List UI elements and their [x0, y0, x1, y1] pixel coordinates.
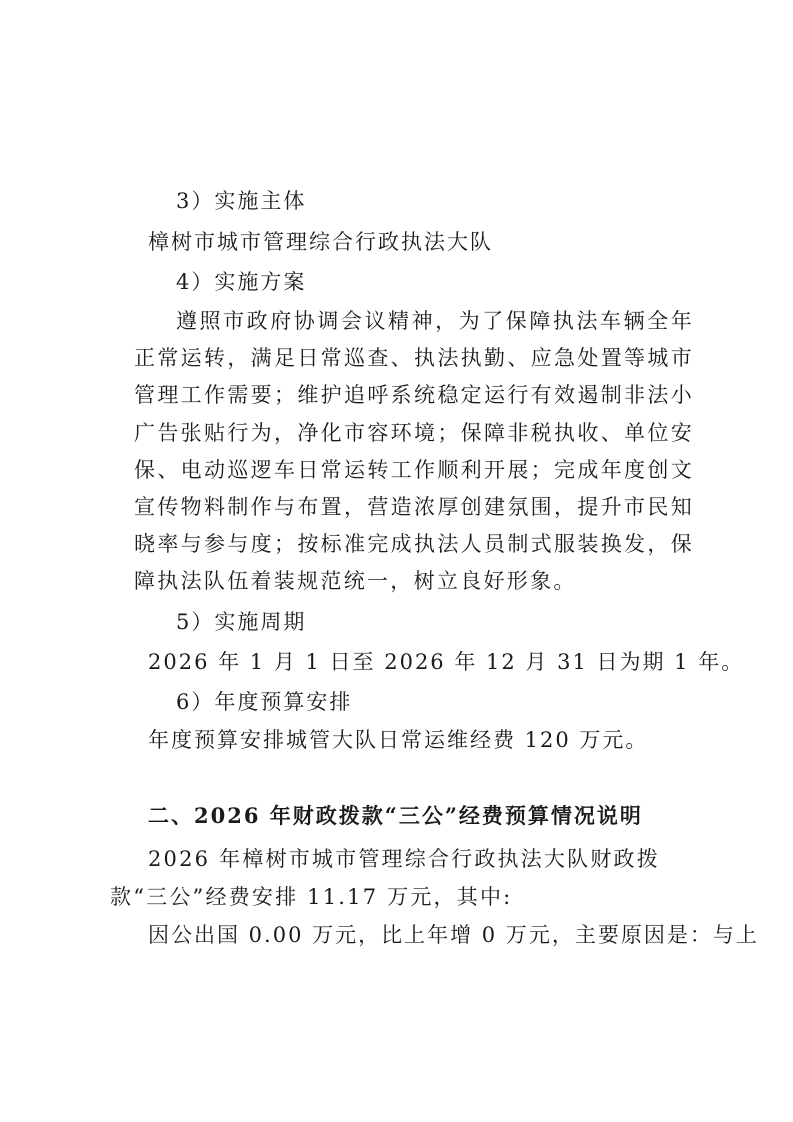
item6-body: 年度预算安排城管大队日常运维经费 120 万元。 [148, 728, 649, 752]
item6-heading: 6）年度预算安排 [176, 690, 353, 714]
item4-heading: 4）实施方案 [176, 270, 307, 294]
item5-heading: 5）实施周期 [176, 610, 307, 634]
item4-body: 遵照市政府协调会议精神，为了保障执法车辆全年正常运转，满足日常巡查、执法执勤、应急处置等城市管理工作需要；维护追呼系统稳定运行有效遏制非法小广告张贴行为，净化市容环境；保障非税执收、单位安保、电动巡逻车日常运转工作顺利开展；完成年度创文宣传物料制作与布置，营造浓厚创建氛围，提升市民知晓率与参与度；按标准完成执法人员制式服装换发，保障执法队伍着装规范统一，树立良好形象。 [134, 309, 694, 594]
item3-heading: 3）实施主体 [176, 189, 307, 213]
section2-para1: 2026 年樟树市城市管理综合行政执法大队财政拨款“三公”经费安排 11.17 万元，其中: [110, 847, 660, 909]
item5-body: 2026 年 1 月 1 日至 2026 年 12 月 31 日为期 1 年。 [148, 650, 745, 674]
section2-para2: 因公出国 0.00 万元，比上年增 0 万元，主要原因是：与上 [148, 923, 759, 947]
item3-body: 樟树市城市管理综合行政执法大队 [148, 230, 493, 254]
section2-heading: 二、2026 年财政拨款“三公”经费预算情况说明 [148, 803, 643, 828]
